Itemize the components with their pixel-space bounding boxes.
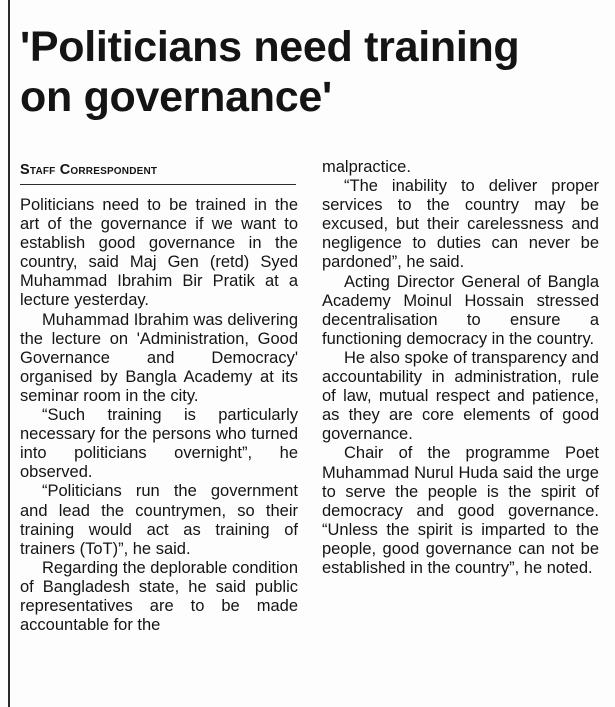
paragraph: He also spoke of transparency and accountability in administration, rule of law, mutual respect and patience, as they are core elements of good governance.	[322, 348, 599, 444]
paragraph: malpractice.	[322, 158, 411, 176]
paragraph: Muhammad Ibrahim was delivering the lecture on 'Administration, Good Governance and Democracy' organised by Bangla Academy at its seminar room in the city.	[20, 310, 298, 405]
paragraph: Politicians need to be trained in the art of the governance if we want to establish good governance in the country, said Maj Gen (retd) Syed Muhammad Ibrahim Bir Pratik at a lecture yesterday.	[20, 196, 298, 310]
headline-line-1: 'Politicians need training	[20, 23, 520, 71]
byline: Staff Correspondent	[20, 162, 158, 178]
headline	[20, 22, 610, 122]
column-border-rule	[8, 0, 10, 707]
article-column-right	[322, 158, 599, 578]
byline-divider	[20, 184, 296, 185]
paragraph: “Such training is particularly necessary for the persons who turned into politicians overnight”, he observed.	[20, 406, 298, 482]
article-column-left	[20, 196, 298, 635]
paragraph: Chair of the programme Poet Muhammad Nurul Huda said the urge to serve the people is the spirit of democracy and good governance. “Unless the spirit is imparted to the people, good governance can not be established in the country”, he noted.	[322, 444, 599, 577]
paragraph: “Politicians run the government and lead the countrymen, so their training would act as training of trainers (ToT)”, he said.	[20, 482, 298, 558]
paragraph: “The inability to deliver proper services to the country may be excused, but their carelessness and negligence to duties can never be pardoned”, he said.	[322, 177, 599, 272]
headline-line-2: on governance'	[20, 73, 332, 121]
paragraph: Regarding the deplorable condition of Bangladesh state, he said public representatives are to be made accountable for the	[20, 558, 298, 635]
paragraph: Acting Director General of Bangla Academy Moinul Hossain stressed decentralisation to ensure a functioning democracy in the country.	[322, 272, 599, 348]
